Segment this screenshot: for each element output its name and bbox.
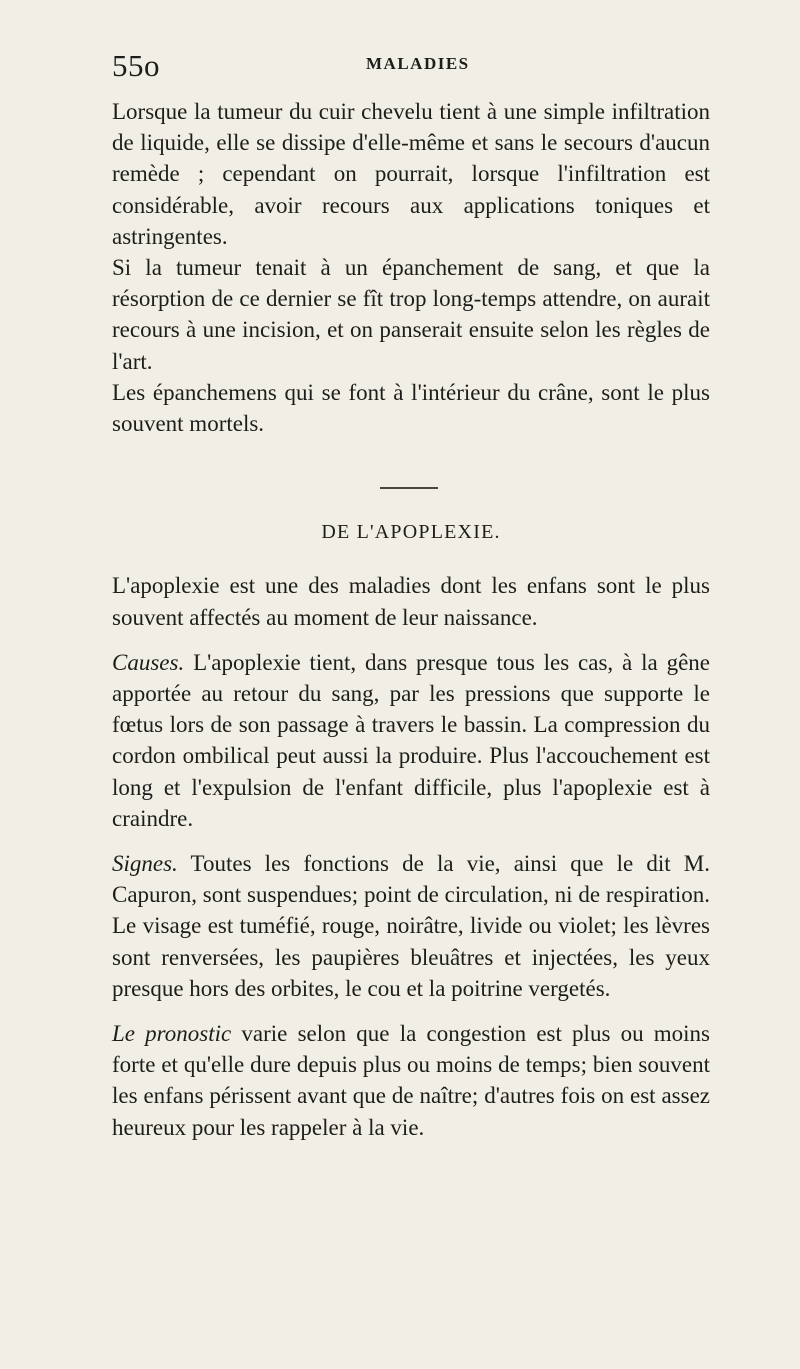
- page-number: 55o: [112, 48, 160, 83]
- section-heading: DE L'APOPLEXIE.: [321, 521, 501, 544]
- signs-label: Signes.: [112, 851, 178, 877]
- signs-text: Toutes les fonctions de la vie, ainsi que le dit M. Capuron, sont suspendues; point de circulation, ni de respiration. Le visage est tuméfié, rouge, noirâtre, livide ou violet; les lèvres sont renversées, les paupières bleuâtres et injectées, les yeux presque hors des orbites, le cou et la poitrine vergetés.: [112, 851, 710, 1001]
- text-block: [112, 96, 710, 1143]
- paragraph-prognosis: [112, 1018, 710, 1143]
- prognosis-text: varie selon que la congestion est plus ou moins forte et qu'elle dure depuis plus ou moins de temps; bien souvent les enfans périssent avant que de naître; d'autres fois on est assez heureux pour les rappeler à la vie.: [112, 1021, 710, 1140]
- causes-label: Causes.: [112, 649, 185, 675]
- running-head: [112, 48, 712, 88]
- causes-text: L'apoplexie tient, dans presque tous les cas, à la gêne apportée au retour du sang, par les pressions que supporte le fœtus lors de son passage à travers le bassin. La compression du cordon ombilical peut aussi la produire. Plus l'accouchement est long et l'expulsion de l'enfant difficile, plus l'apoplexie est à craindre.: [112, 649, 710, 831]
- paragraph-signs: [112, 848, 710, 1004]
- paragraph-cranial-effusion: Les épanchemens qui se font à l'intérieur du crâne, sont le plus souvent mortels.: [112, 379, 710, 437]
- running-title: MALADIES: [366, 54, 470, 73]
- section-divider: [380, 487, 438, 489]
- paragraph-apoplexy-intro: L'apoplexie est une des maladies dont les enfans sont le plus souvent affectés au moment de leur naissance.: [112, 573, 710, 630]
- paragraph-scalp-tumor: Lorsque la tumeur du cuir chevelu tient à une simple infiltration de liquide, elle se dissipe d'elle-même et sans le secours d'aucun remède ; cependant on pourrait, lorsque l'infiltration est considérable, avoir recours aux applications toniques et astringentes.: [112, 99, 710, 249]
- prognosis-label: Le pronostic: [112, 1021, 232, 1047]
- paragraph-blood-effusion: Si la tumeur tenait à un épanchement de sang, et que la résorption de ce dernier se fît trop long-temps attendre, on aurait recours à une incision, et on panserait ensuite selon les règles de l'art.: [112, 255, 710, 374]
- paragraph-causes: [112, 647, 710, 834]
